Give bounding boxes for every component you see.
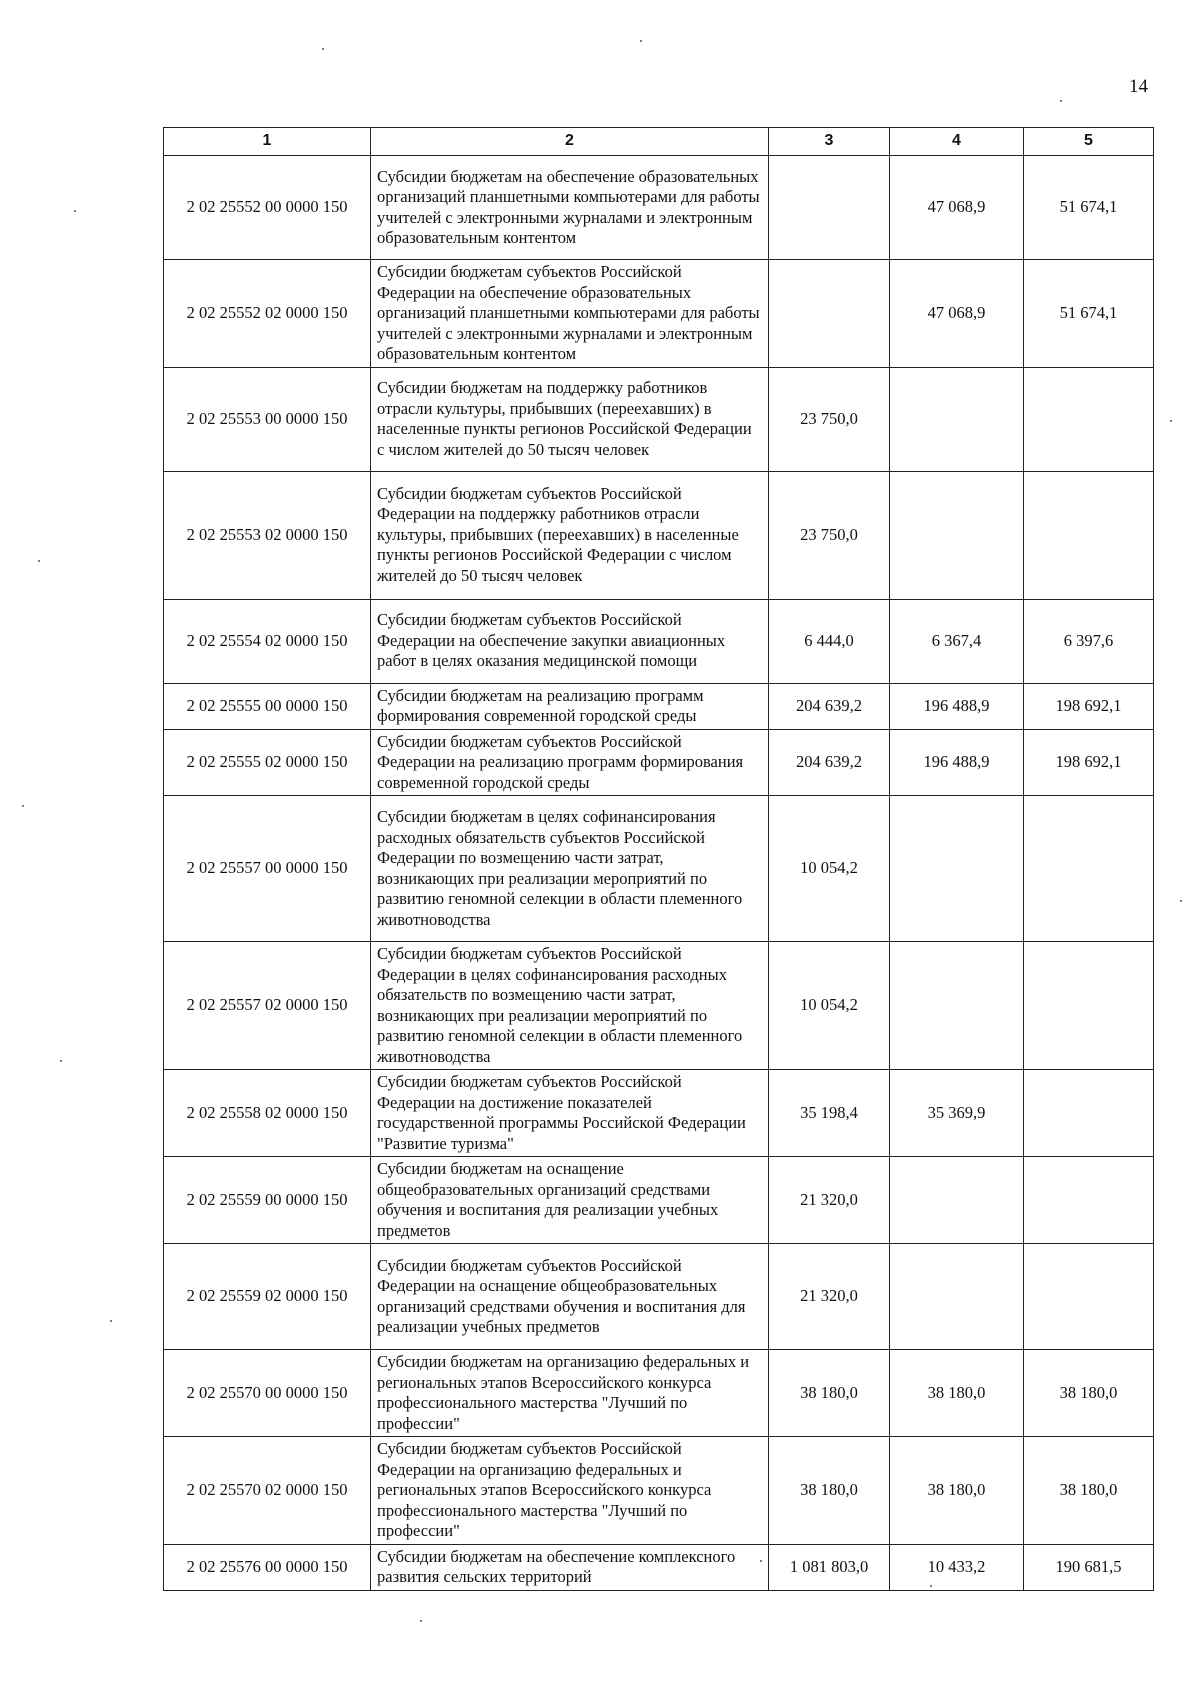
scan-speck <box>110 1320 112 1322</box>
value-col-4: 47 068,9 <box>890 260 1024 368</box>
value-col-3: 21 320,0 <box>769 1244 890 1350</box>
table-row <box>164 1244 1154 1350</box>
value-col-5 <box>1024 1244 1154 1350</box>
scan-speck <box>420 1620 422 1622</box>
value-col-4: 38 180,0 <box>890 1437 1024 1545</box>
value-col-5 <box>1024 367 1154 471</box>
row-description: Субсидии бюджетам субъектов Российской Федерации на достижение показателей государственной программы Российской Федерации "Развитие туризма" <box>371 1070 769 1157</box>
table-row <box>164 1157 1154 1244</box>
table-header-row <box>164 128 1154 156</box>
value-col-4: 47 068,9 <box>890 156 1024 260</box>
budget-code: 2 02 25553 00 0000 150 <box>164 367 371 471</box>
value-col-4: 10 433,2 <box>890 1544 1024 1590</box>
value-col-4 <box>890 1157 1024 1244</box>
value-col-5: 6 397,6 <box>1024 599 1154 683</box>
budget-code: 2 02 25552 00 0000 150 <box>164 156 371 260</box>
row-description: Субсидии бюджетам субъектов Российской Федерации в целях софинансирования расходных обязательств по возмещению части затрат, возникающих при реализации мероприятий по развитию геномной селекции в области племенного животноводства <box>371 942 769 1070</box>
row-description: Субсидии бюджетам на обеспечение комплексного развития сельских территорий <box>371 1544 769 1590</box>
value-col-3 <box>769 156 890 260</box>
budget-code: 2 02 25559 00 0000 150 <box>164 1157 371 1244</box>
budget-code: 2 02 25555 02 0000 150 <box>164 729 371 796</box>
value-col-5: 190 681,5 <box>1024 1544 1154 1590</box>
row-description: Субсидии бюджетам субъектов Российской Федерации на организацию федеральных и региональных этапов Всероссийского конкурса профессионального мастерства "Лучший по профессии" <box>371 1437 769 1545</box>
scan-speck <box>22 805 24 807</box>
row-description: Субсидии бюджетам на оснащение общеобразовательных организаций средствами обучения и воспитания для реализации учебных предметов <box>371 1157 769 1244</box>
value-col-5 <box>1024 796 1154 942</box>
value-col-5: 38 180,0 <box>1024 1350 1154 1437</box>
value-col-3: 21 320,0 <box>769 1157 890 1244</box>
value-col-4: 196 488,9 <box>890 729 1024 796</box>
row-description: Субсидии бюджетам на обеспечение образовательных организаций планшетными компьютерами для работы учителей с электронными журналами и электронным образовательным контентом <box>371 156 769 260</box>
table-row <box>164 796 1154 942</box>
value-col-3: 204 639,2 <box>769 683 890 729</box>
table-row <box>164 942 1154 1070</box>
scan-speck <box>322 48 324 50</box>
value-col-5: 38 180,0 <box>1024 1437 1154 1545</box>
scan-speck <box>60 1060 62 1062</box>
scan-speck <box>640 40 642 42</box>
value-col-3: 204 639,2 <box>769 729 890 796</box>
value-col-4 <box>890 471 1024 599</box>
row-description: Субсидии бюджетам субъектов Российской Федерации на обеспечение образовательных организаций планшетными компьютерами для работы учителей с электронными журналами и электронным образовательным контентом <box>371 260 769 368</box>
value-col-4 <box>890 796 1024 942</box>
value-col-5 <box>1024 1157 1154 1244</box>
table-row <box>164 156 1154 260</box>
value-col-5: 51 674,1 <box>1024 156 1154 260</box>
value-col-3: 10 054,2 <box>769 796 890 942</box>
scan-speck <box>38 560 40 562</box>
value-col-3: 23 750,0 <box>769 367 890 471</box>
scan-speck <box>930 1585 932 1587</box>
budget-code: 2 02 25557 02 0000 150 <box>164 942 371 1070</box>
value-col-3: 23 750,0 <box>769 471 890 599</box>
value-col-4: 35 369,9 <box>890 1070 1024 1157</box>
budget-code: 2 02 25576 00 0000 150 <box>164 1544 371 1590</box>
value-col-5 <box>1024 471 1154 599</box>
value-col-3: 35 198,4 <box>769 1070 890 1157</box>
value-col-4 <box>890 1244 1024 1350</box>
table-row <box>164 729 1154 796</box>
value-col-3: 10 054,2 <box>769 942 890 1070</box>
row-description: Субсидии бюджетам субъектов Российской Федерации на обеспечение закупки авиационных работ в целях оказания медицинской помощи <box>371 599 769 683</box>
table-row <box>164 1070 1154 1157</box>
row-description: Субсидии бюджетам субъектов Российской Федерации на реализацию программ формирования современной городской среды <box>371 729 769 796</box>
table-row <box>164 260 1154 368</box>
budget-code: 2 02 25552 02 0000 150 <box>164 260 371 368</box>
value-col-5: 198 692,1 <box>1024 683 1154 729</box>
row-description: Субсидии бюджетам на организацию федеральных и региональных этапов Всероссийского конкурса профессионального мастерства "Лучший по профессии" <box>371 1350 769 1437</box>
value-col-5: 51 674,1 <box>1024 260 1154 368</box>
table-row <box>164 1437 1154 1545</box>
table-row <box>164 683 1154 729</box>
table-row <box>164 1544 1154 1590</box>
budget-code: 2 02 25557 00 0000 150 <box>164 796 371 942</box>
scan-speck <box>760 1560 762 1562</box>
column-header-5: 5 <box>1024 128 1154 156</box>
column-header-4: 4 <box>890 128 1024 156</box>
column-header-3: 3 <box>769 128 890 156</box>
budget-code: 2 02 25559 02 0000 150 <box>164 1244 371 1350</box>
table-row <box>164 471 1154 599</box>
column-header-1: 1 <box>164 128 371 156</box>
budget-table <box>163 127 1154 1591</box>
value-col-3: 38 180,0 <box>769 1437 890 1545</box>
budget-code: 2 02 25555 00 0000 150 <box>164 683 371 729</box>
scan-speck <box>74 210 76 212</box>
scan-speck <box>1170 420 1172 422</box>
row-description: Субсидии бюджетам на реализацию программ формирования современной городской среды <box>371 683 769 729</box>
scan-speck <box>1060 100 1062 102</box>
budget-code: 2 02 25570 02 0000 150 <box>164 1437 371 1545</box>
row-description: Субсидии бюджетам субъектов Российской Федерации на оснащение общеобразовательных организаций средствами обучения и воспитания для реализации учебных предметов <box>371 1244 769 1350</box>
value-col-4: 6 367,4 <box>890 599 1024 683</box>
value-col-4 <box>890 942 1024 1070</box>
scan-speck <box>1180 900 1182 902</box>
value-col-4: 38 180,0 <box>890 1350 1024 1437</box>
budget-code: 2 02 25558 02 0000 150 <box>164 1070 371 1157</box>
value-col-3 <box>769 260 890 368</box>
value-col-3: 38 180,0 <box>769 1350 890 1437</box>
budget-code: 2 02 25554 02 0000 150 <box>164 599 371 683</box>
budget-code: 2 02 25570 00 0000 150 <box>164 1350 371 1437</box>
value-col-3: 6 444,0 <box>769 599 890 683</box>
value-col-5 <box>1024 942 1154 1070</box>
table-row <box>164 1350 1154 1437</box>
budget-code: 2 02 25553 02 0000 150 <box>164 471 371 599</box>
table-row <box>164 367 1154 471</box>
value-col-5 <box>1024 1070 1154 1157</box>
value-col-4 <box>890 367 1024 471</box>
row-description: Субсидии бюджетам в целях софинансирования расходных обязательств субъектов Российской Федерации по возмещению части затрат, возникающих при реализации мероприятий по развитию геномной селекции в области племенного животноводства <box>371 796 769 942</box>
value-col-3: 1 081 803,0 <box>769 1544 890 1590</box>
column-header-2: 2 <box>371 128 769 156</box>
row-description: Субсидии бюджетам субъектов Российской Федерации на поддержку работников отрасли культуры, прибывших (переехавших) в населенные пункты регионов Российской Федерации с числом жителей до 50 тысяч человек <box>371 471 769 599</box>
table-row <box>164 599 1154 683</box>
value-col-4: 196 488,9 <box>890 683 1024 729</box>
row-description: Субсидии бюджетам на поддержку работников отрасли культуры, прибывших (переехавших) в населенные пункты регионов Российской Федерации с числом жителей до 50 тысяч человек <box>371 367 769 471</box>
page-number: 14 <box>1129 76 1148 97</box>
value-col-5: 198 692,1 <box>1024 729 1154 796</box>
